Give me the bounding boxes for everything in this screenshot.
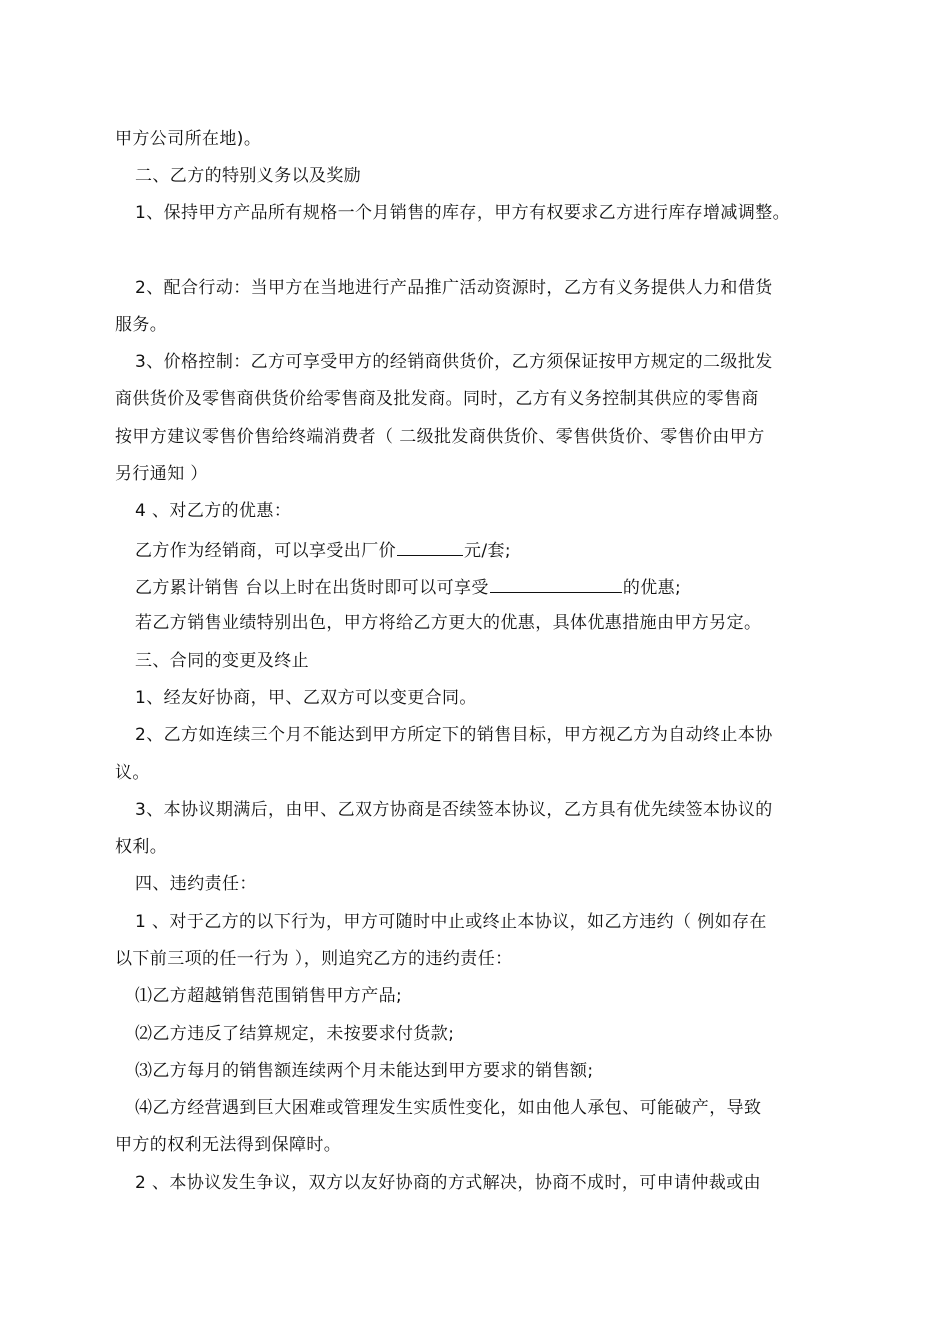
text-line	[135, 537, 511, 563]
text-segment: 元/套;	[464, 541, 512, 561]
text-line: 按甲方建议零售价售给终端消费者（ 二级批发商供货价、零售供货价、零售价由甲方	[115, 427, 765, 447]
text-line: 1、经友好协商，甲、乙双方可以变更合同。	[135, 688, 477, 708]
text-line: 权利。	[115, 837, 168, 857]
text-line: 1、保持甲方产品所有规格一个月销售的库存，甲方有权要求乙方进行库存增减调整。	[135, 203, 791, 223]
text-line	[135, 574, 681, 600]
text-segment: 乙方累计销售 台以上时在出货时即可以可享受	[135, 578, 489, 598]
section-heading: 四、违约责任：	[135, 874, 257, 894]
text-line: 2、乙方如连续三个月不能达到甲方所定下的销售目标，甲方视乙方为自动终止本协	[135, 725, 773, 745]
text-line: 另行通知 ）	[115, 464, 208, 484]
text-line: 甲方的权利无法得到保障时。	[115, 1135, 342, 1155]
text-line: 若乙方销售业绩特别出色，甲方将给乙方更大的优惠，具体优惠措施由甲方另定。	[135, 613, 762, 633]
text-line: 3、价格控制：乙方可享受甲方的经销商供货价，乙方须保证按甲方规定的二级批发	[135, 352, 773, 372]
text-line: 2 、本协议发生争议，双方以友好协商的方式解决，协商不成时，可申请仲裁或由	[135, 1173, 762, 1193]
blank-field	[397, 537, 463, 556]
text-line: 商供货价及零售商供货价给零售商及批发商。同时，乙方有义务控制其供应的零售商	[115, 389, 759, 409]
section-heading: 三、合同的变更及终止	[135, 651, 309, 671]
text-line: 以下前三项的任一行为 ），则追究乙方的违约责任：	[115, 949, 513, 969]
list-item: ⑷乙方经营遇到巨大困难或管理发生实质性变化，如由他人承包、可能破产，导致	[135, 1098, 762, 1118]
text-line: 服务。	[115, 315, 168, 335]
text-line: 甲方公司所在地)。	[115, 129, 262, 149]
text-line: 4 、对乙方的优惠：	[135, 501, 292, 521]
list-item: ⑶乙方每月的销售额连续两个月未能达到甲方要求的销售额;	[135, 1061, 594, 1081]
text-segment: 的优惠;	[622, 578, 682, 598]
text-line: 2、配合行动：当甲方在当地进行产品推广活动资源时，乙方有义务提供人力和借货	[135, 278, 773, 298]
text-line: 议。	[115, 763, 150, 783]
text-line: 3、本协议期满后，由甲、乙双方协商是否续签本协议，乙方具有优先续签本协议的	[135, 800, 773, 820]
list-item: ⑵乙方违反了结算规定，未按要求付货款;	[135, 1024, 455, 1044]
blank-field	[490, 574, 622, 593]
list-item: ⑴乙方超越销售范围销售甲方产品;	[135, 986, 403, 1006]
section-heading: 二、乙方的特别义务以及奖励	[135, 166, 362, 186]
text-segment: 乙方作为经销商，可以享受出厂价	[135, 541, 396, 561]
text-line: 1 、对于乙方的以下行为，甲方可随时中止或终止本协议，如乙方违约（ 例如存在	[135, 912, 767, 932]
